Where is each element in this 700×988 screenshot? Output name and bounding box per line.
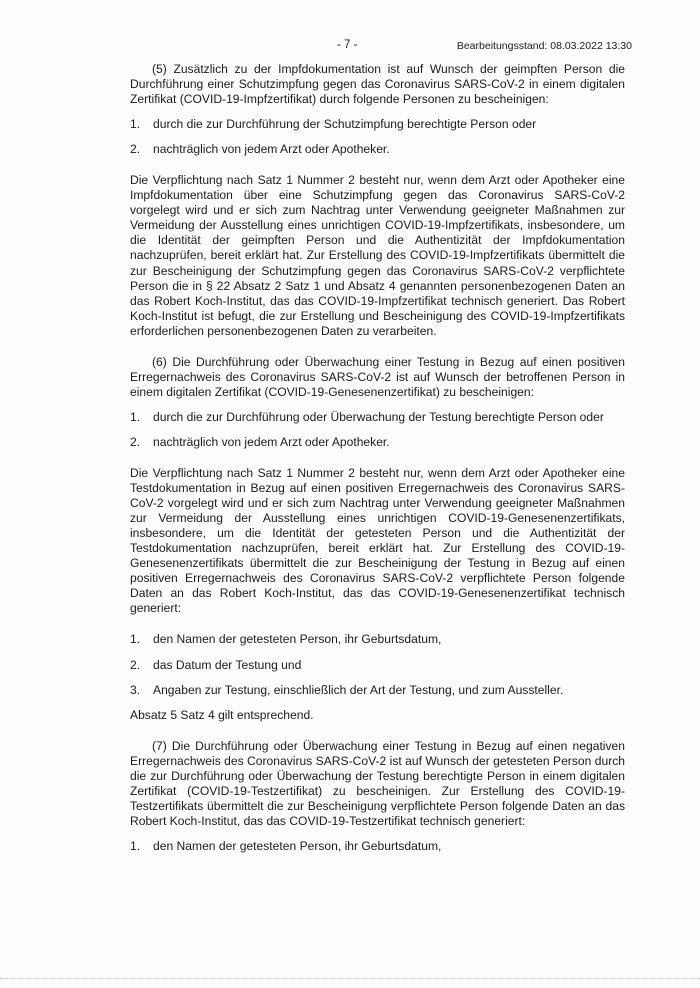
list-item xyxy=(130,435,625,450)
list-item-text: durch die zur Durchführung der Schutzimpfung berechtigte Person oder xyxy=(153,117,537,132)
section-6-paragraph: Die Verpflichtung nach Satz 1 Nummer 2 besteht nur, wenn dem Arzt oder Apotheker eine Testdokumentation in Bezug auf einen positiven Erregernachweis des Coronavirus SARS-CoV-2 vorgelegt wird und er sich zum Nachtrag unter Verwendung geeigneter Maßnahmen zur Vermeidung der Ausstellung eines unrichtigen COVID-19-Genesenenzertifikats, insbesondere, um die Identität der getesteten Person und die Authentizität der Testdokumentation nachzuprüfen, bereit erklärt hat. Zur Erstellung des COVID-19-Genesenenzertifikats übermittelt die zur Bescheinigung der Testung in Bezug auf einen positiven Erregernachweis des Coronavirus SARS-CoV-2 verpflichtete Person folgende Daten an das Robert Koch-Institut, das das COVID-19-Genesenenzertifikat technisch generiert: xyxy=(130,465,625,616)
section-5-intro: (5) Zusätzlich zu der Impfdokumentation ist auf Wunsch der geimpften Person die Durchführung einer Schutzimpfung gegen das Coronavirus SARS-CoV-2 in einem digitalen Zertifikat (COVID-19-Impfzertifikat) durch folgende Personen zu bescheinigen: xyxy=(130,62,625,107)
document-body xyxy=(130,62,625,854)
list-item-number: 2. xyxy=(130,142,141,157)
list-item xyxy=(130,632,625,647)
list-item-text: durch die zur Durchführung oder Überwachung der Testung berechtigte Person oder xyxy=(153,409,604,424)
page-header xyxy=(0,39,700,55)
list-item-number: 1. xyxy=(130,117,141,132)
page-number: - 7 - xyxy=(337,39,358,51)
list-item xyxy=(130,117,625,132)
section-7-intro: (7) Die Durchführung oder Überwachung einer Testung in Bezug auf einen negativen Erregernachweis des Coronavirus SARS-CoV-2 ist auf Wunsch der getesteten Person durch die zur Durchführung oder Überwachung der Testung berechtigte Person in einem digitalen Zertifikat (COVID-19-Testzertifikat) zu bescheinigen. Zur Erstellung des COVID-19-Testzertifikats übermittelt die zur Bescheinigung verpflichtete Person folgende Daten an das Robert Koch-Institut, das das COVID-19-Testzertifikat technisch generiert: xyxy=(130,738,625,828)
section-6-intro: (6) Die Durchführung oder Überwachung einer Testung in Bezug auf einen positiven Erregernachweis des Coronavirus SARS-CoV-2 ist auf Wunsch der betroffenen Person in einem digitalen Zertifikat (COVID-19-Genesenenzertifikat) zu bescheinigen: xyxy=(130,354,625,399)
list-item-number: 1. xyxy=(130,409,141,424)
list-item-number: 2. xyxy=(130,657,141,672)
list-item xyxy=(130,142,625,157)
edit-status-timestamp: Bearbeitungsstand: 08.03.2022 13:30 xyxy=(456,40,632,52)
list-item-text: Angaben zur Testung, einschließlich der Art der Testung, und zum Aussteller. xyxy=(153,682,564,697)
list-item-number: 2. xyxy=(130,434,141,449)
section-5-paragraph: Die Verpflichtung nach Satz 1 Nummer 2 besteht nur, wenn dem Arzt oder Apotheker eine Impfdokumentation über eine Schutzimpfung gegen das Coronavirus SARS-CoV-2 vorgelegt wird und er sich zum Nachtrag unter Verwendung geeigneter Maßnahmen zur Vermeidung der Ausstellung eines unrichtigen COVID-19-Impfzertifikats, insbesondere, um die Identität der geimpften Person und die Authentizität der Impfdokumentation nachzuprüfen, bereit erklärt hat. Zur Erstellung des COVID-19-Impfzertifikats übermittelt die zur Bescheinigung der Schutzimpfung gegen das Coronavirus SARS-CoV-2 verpflichtete Person die in § 22 Absatz 2 Satz 1 und Absatz 4 genannten personenbezogenen Daten an das Robert Koch-Institut, das das COVID-19-Impfzertifikat technisch generiert. Das Robert Koch-Institut ist befugt, die zur Erstellung und Bescheinigung des COVID-19-Impfzertifikats erforderlichen personenbezogenen Daten zu verarbeiten. xyxy=(130,173,625,338)
list-item-text: das Datum der Testung und xyxy=(153,657,302,672)
list-item-number: 3. xyxy=(130,682,141,697)
list-item xyxy=(130,410,625,425)
section-6-closing: Absatz 5 Satz 4 gilt entsprechend. xyxy=(130,707,314,722)
list-item-text: nachträglich von jedem Arzt oder Apotheker. xyxy=(153,142,390,157)
list-item xyxy=(130,683,625,698)
list-item xyxy=(130,839,625,854)
list-item-text: nachträglich von jedem Arzt oder Apotheker. xyxy=(153,434,390,449)
list-item xyxy=(130,658,625,673)
list-item-number: 1. xyxy=(130,838,141,853)
list-item-text: den Namen der getesteten Person, ihr Geburtsdatum, xyxy=(153,632,442,647)
list-item-text: den Namen der getesteten Person, ihr Geburtsdatum, xyxy=(153,838,442,853)
list-item-number: 1. xyxy=(130,632,141,647)
scan-bottom-edge xyxy=(0,978,700,979)
